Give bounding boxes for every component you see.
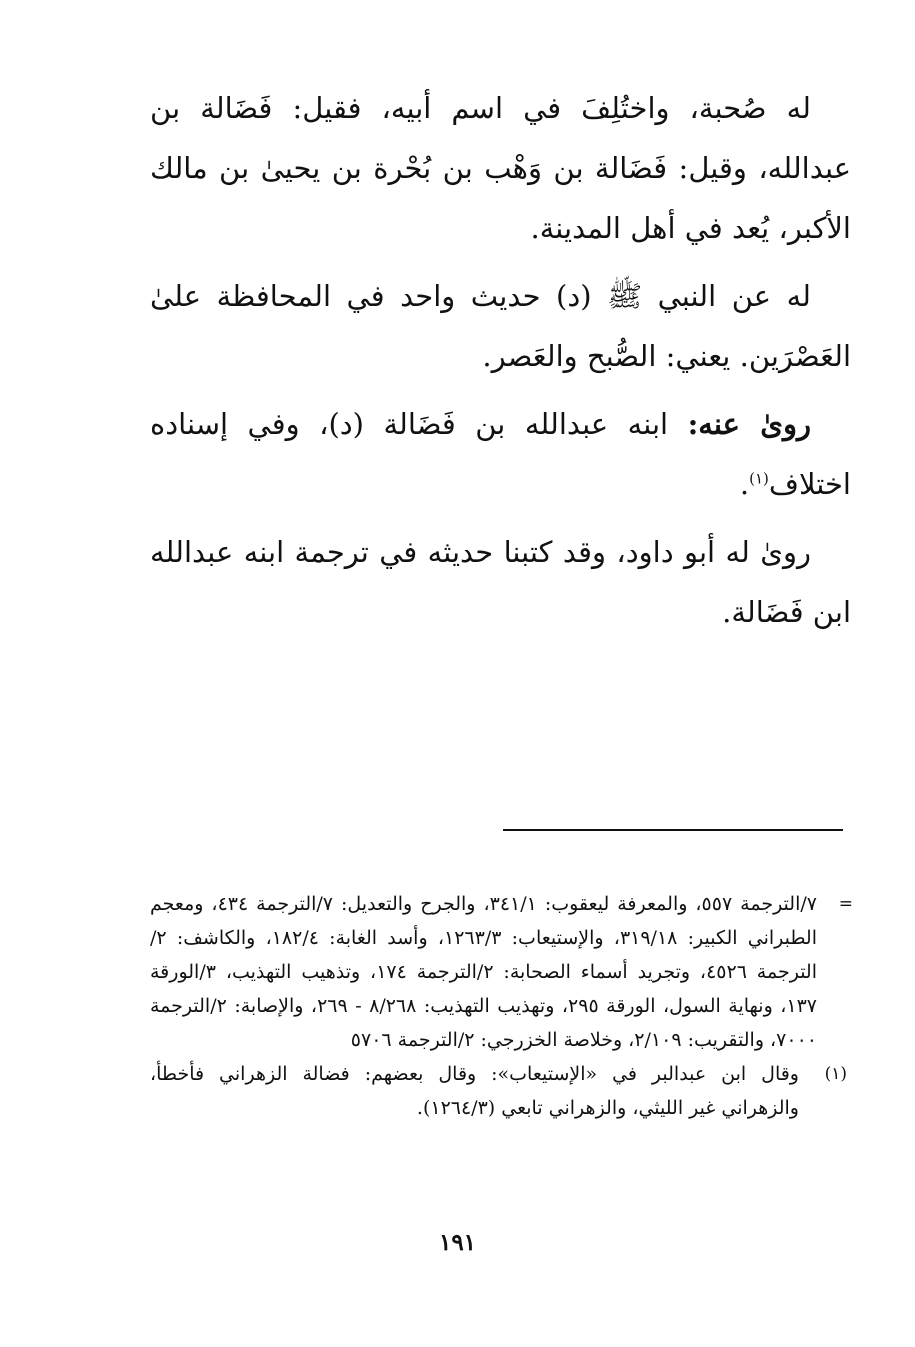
footnote-marker: (١) bbox=[824, 1064, 847, 1084]
paragraph-text: له عن النبي ﷺ (د) حديث واحد في المحافظة علىٰ العَصْرَين. يعني: الصُّبح والعَصر. bbox=[150, 279, 851, 373]
paragraph-lead: روىٰ عنه: bbox=[687, 407, 811, 441]
footnote-text: ٧/الترجمة ٥٥٧، والمعرفة ليعقوب: ٣٤١/١، والجرح والتعديل: ٧/الترجمة ٤٣٤، ومعجم الطبراني الكبير: ٣١٩/١٨، والإستيعاب: ١٢٦٣/٣، وأسد الغابة: ١٨٢/٤، والكاشف: ٢/الترجمة ٤٥٢٦، وتجريد أسماء الصحابة: ٢/الترجمة ١٧٤، وتذهيب التهذيب، ٣/الورقة ١٣٧، ونهاية السول، الورقة ٢٩٥، وتهذيب التهذيب: ٨/٢٦٨ - ٢٦٩، والإصابة: ٢/الترجمة ٧٠٠٠، والتقريب: ٢/١٠٩، وخلاصة الخزرجي: ٢/الترجمة ٥٧٠٦ bbox=[150, 893, 818, 1051]
footnote-continuation bbox=[150, 887, 853, 1057]
paragraph-hadith bbox=[150, 266, 851, 386]
paragraph-narrators bbox=[150, 394, 851, 514]
paragraph-text: ابنه عبدالله بن فَضَالة (د)، وفي إسناده اختلاف bbox=[150, 407, 851, 501]
footnotes bbox=[150, 887, 853, 1125]
footnote-reference[interactable]: (١) bbox=[749, 469, 769, 488]
footnote-separator bbox=[503, 829, 843, 831]
paragraph-text: روىٰ له أبو داود، وقد كتبنا حديثه في ترجمة ابنه عبدالله ابن فَضَالة. bbox=[150, 535, 851, 629]
footnote-item bbox=[150, 1057, 847, 1125]
paragraph-companion-name bbox=[150, 78, 851, 258]
main-text bbox=[150, 78, 851, 650]
paragraph-text: له صُحبة، واختُلِفَ في اسم أبيه، فقيل: فَضَالة بن عبدالله، وقيل: فَضَالة بن وَهْب بن بُحْرة بن يحيىٰ بن مالك الأكبر، يُعد في أهل المدينة. bbox=[150, 91, 851, 245]
paragraph-abu-dawud bbox=[150, 522, 851, 642]
footnote-continuation-marker: = bbox=[838, 894, 853, 914]
paragraph-tail: . bbox=[739, 467, 750, 501]
page-number: ١٩١ bbox=[438, 1229, 477, 1256]
footnote-text: وقال ابن عبدالبر في «الإستيعاب»: وقال بعضهم: فضالة الزهراني فأخطأ، والزهراني غير الليثي، والزهراني تابعي (١٢٦٤/٣). bbox=[150, 1063, 799, 1119]
